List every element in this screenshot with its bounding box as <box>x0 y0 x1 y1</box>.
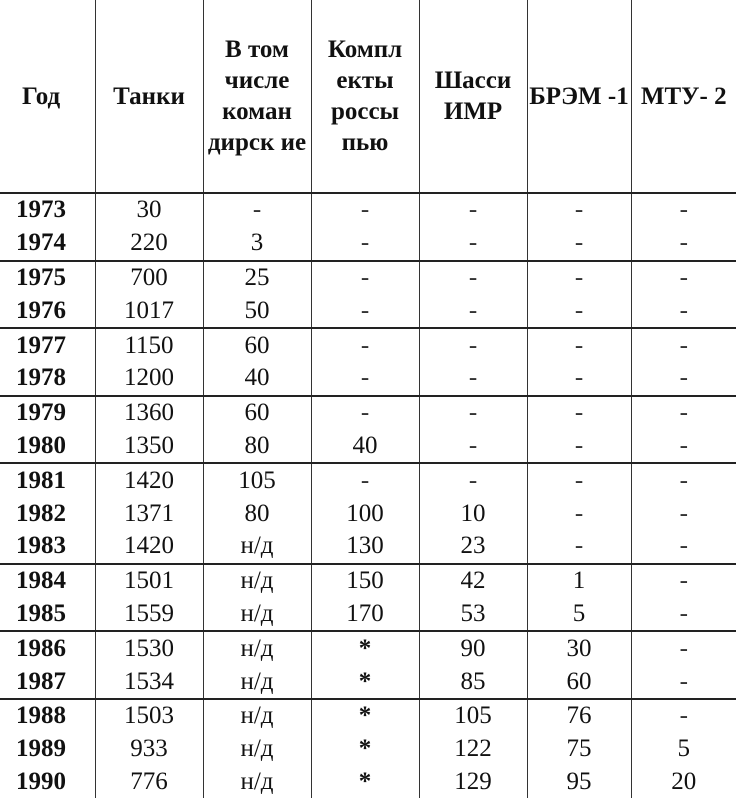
imr-cell: - <box>419 328 527 362</box>
imr-cell: 90 <box>419 631 527 665</box>
year-cell: 1974 <box>16 229 66 257</box>
tanks-cell: 220 <box>95 227 203 261</box>
table-row <box>0 227 736 261</box>
table-row <box>0 362 736 396</box>
brem-cell: - <box>527 463 631 497</box>
command-cell: 80 <box>203 497 311 530</box>
command-cell: н/д <box>203 530 311 564</box>
command-cell: 105 <box>203 463 311 497</box>
imr-cell: 53 <box>419 598 527 632</box>
header-tanks: Танки <box>95 0 203 193</box>
mtu-cell: - <box>631 598 736 632</box>
year-cell: 1988 <box>0 699 95 733</box>
brem-cell: - <box>527 530 631 564</box>
table-row <box>0 733 736 766</box>
header-imr-chassis: Шасси ИМР <box>419 0 527 193</box>
kits-cell: * <box>311 665 419 699</box>
imr-cell: - <box>419 227 527 261</box>
kits-cell: - <box>311 362 419 396</box>
year-cell: 1975 <box>0 261 95 295</box>
command-cell: - <box>203 193 311 227</box>
tanks-cell: 1420 <box>95 463 203 497</box>
kits-cell: 150 <box>311 564 419 598</box>
command-cell: н/д <box>203 699 311 733</box>
tanks-cell: 700 <box>95 261 203 295</box>
kits-cell: - <box>311 396 419 430</box>
year-cell: 1980 <box>16 431 66 459</box>
tanks-cell: 933 <box>95 733 203 766</box>
kits-cell: * <box>311 733 419 766</box>
mtu-cell: - <box>631 227 736 261</box>
mtu-cell: - <box>631 261 736 295</box>
command-cell: 50 <box>203 294 311 328</box>
imr-cell: - <box>419 396 527 430</box>
mtu-cell: 5 <box>631 733 736 766</box>
kits-cell: - <box>311 261 419 295</box>
brem-cell: - <box>527 430 631 464</box>
tanks-cell: 1360 <box>95 396 203 430</box>
header-brem: БРЭМ -1 <box>527 0 631 193</box>
year-cell: 1985 <box>16 599 66 627</box>
imr-cell: - <box>419 463 527 497</box>
mtu-cell: - <box>631 362 736 396</box>
tanks-cell: 1371 <box>95 497 203 530</box>
mtu-cell: 20 <box>631 766 736 798</box>
brem-cell: 76 <box>527 699 631 733</box>
header-command: В том числе коман дирск ие <box>203 0 311 193</box>
table-row <box>0 193 736 227</box>
kits-cell: - <box>311 463 419 497</box>
table-row <box>0 328 736 362</box>
year-cell: 1989 <box>16 735 66 763</box>
kits-cell: 40 <box>311 430 419 464</box>
imr-cell: 10 <box>419 497 527 530</box>
command-cell: 40 <box>203 362 311 396</box>
kits-cell: 100 <box>311 497 419 530</box>
brem-cell: - <box>527 328 631 362</box>
imr-cell: 42 <box>419 564 527 598</box>
imr-cell: 85 <box>419 665 527 699</box>
command-cell: н/д <box>203 631 311 665</box>
command-cell: н/д <box>203 598 311 632</box>
tanks-cell: 1559 <box>95 598 203 632</box>
table-row <box>0 598 736 632</box>
brem-cell: - <box>527 396 631 430</box>
brem-cell: 60 <box>527 665 631 699</box>
tanks-cell: 30 <box>95 193 203 227</box>
table-row <box>0 463 736 497</box>
table-row <box>0 530 736 564</box>
mtu-cell: - <box>631 193 736 227</box>
year-cell: 1976 <box>16 296 66 324</box>
header-mtu: МТУ- 2 <box>631 0 736 193</box>
table-row <box>0 564 736 598</box>
command-cell: н/д <box>203 733 311 766</box>
tanks-cell: 1534 <box>95 665 203 699</box>
mtu-cell: - <box>631 328 736 362</box>
brem-cell: 75 <box>527 733 631 766</box>
mtu-cell: - <box>631 463 736 497</box>
mtu-cell: - <box>631 530 736 564</box>
command-cell: 60 <box>203 328 311 362</box>
year-cell: 1979 <box>0 396 95 430</box>
year-cell: 1984 <box>0 564 95 598</box>
table-row <box>0 396 736 430</box>
brem-cell: 5 <box>527 598 631 632</box>
year-cell: 1978 <box>16 364 66 392</box>
brem-cell: - <box>527 497 631 530</box>
imr-cell: 105 <box>419 699 527 733</box>
year-cell: 1982 <box>16 499 66 527</box>
imr-cell: - <box>419 193 527 227</box>
table-row <box>0 699 736 733</box>
tanks-cell: 776 <box>95 766 203 798</box>
year-cell: 1973 <box>16 196 66 224</box>
table-row <box>0 766 736 798</box>
imr-cell: 129 <box>419 766 527 798</box>
table-row <box>0 665 736 699</box>
tanks-cell: 1420 <box>95 530 203 564</box>
kits-cell: * <box>311 631 419 665</box>
mtu-cell: - <box>631 665 736 699</box>
imr-cell: - <box>419 430 527 464</box>
kits-cell: * <box>311 766 419 798</box>
kits-cell: 170 <box>311 598 419 632</box>
table-row <box>0 261 736 295</box>
mtu-cell: - <box>631 294 736 328</box>
tanks-cell: 1017 <box>95 294 203 328</box>
header-kits: Компл екты россы пью <box>311 0 419 193</box>
brem-cell: - <box>527 362 631 396</box>
tanks-cell: 1150 <box>95 328 203 362</box>
brem-cell: - <box>527 294 631 328</box>
year-cell: 1990 <box>16 767 66 795</box>
year-cell: 1977 <box>0 328 95 362</box>
imr-cell: - <box>419 294 527 328</box>
mtu-cell: - <box>631 396 736 430</box>
tanks-cell: 1350 <box>95 430 203 464</box>
brem-cell: 1 <box>527 564 631 598</box>
mtu-cell: - <box>631 631 736 665</box>
brem-cell: - <box>527 261 631 295</box>
year-cell: 1983 <box>16 532 66 560</box>
year-cell: 1986 <box>0 631 95 665</box>
imr-cell: 122 <box>419 733 527 766</box>
command-cell: 80 <box>203 430 311 464</box>
header-row <box>0 0 736 193</box>
kits-cell: - <box>311 294 419 328</box>
tanks-cell: 1501 <box>95 564 203 598</box>
table-row <box>0 497 736 530</box>
command-cell: н/д <box>203 766 311 798</box>
kits-cell: 130 <box>311 530 419 564</box>
command-cell: н/д <box>203 665 311 699</box>
mtu-cell: - <box>631 564 736 598</box>
year-cell: 1987 <box>16 667 66 695</box>
command-cell: 25 <box>203 261 311 295</box>
mtu-cell: - <box>631 699 736 733</box>
table-row <box>0 631 736 665</box>
brem-cell: 95 <box>527 766 631 798</box>
year-cell: 1981 <box>0 463 95 497</box>
tanks-cell: 1200 <box>95 362 203 396</box>
mtu-cell: - <box>631 497 736 530</box>
table-row <box>0 430 736 464</box>
mtu-cell: - <box>631 430 736 464</box>
brem-cell: 30 <box>527 631 631 665</box>
kits-cell: - <box>311 328 419 362</box>
kits-cell: - <box>311 227 419 261</box>
table-row <box>0 294 736 328</box>
header-year: Год <box>0 0 95 193</box>
command-cell: н/д <box>203 564 311 598</box>
command-cell: 60 <box>203 396 311 430</box>
imr-cell: 23 <box>419 530 527 564</box>
tanks-cell: 1503 <box>95 699 203 733</box>
brem-cell: - <box>527 193 631 227</box>
imr-cell: - <box>419 362 527 396</box>
command-cell: 3 <box>203 227 311 261</box>
kits-cell: * <box>311 699 419 733</box>
imr-cell: - <box>419 261 527 295</box>
brem-cell: - <box>527 227 631 261</box>
tanks-cell: 1530 <box>95 631 203 665</box>
kits-cell: - <box>311 193 419 227</box>
